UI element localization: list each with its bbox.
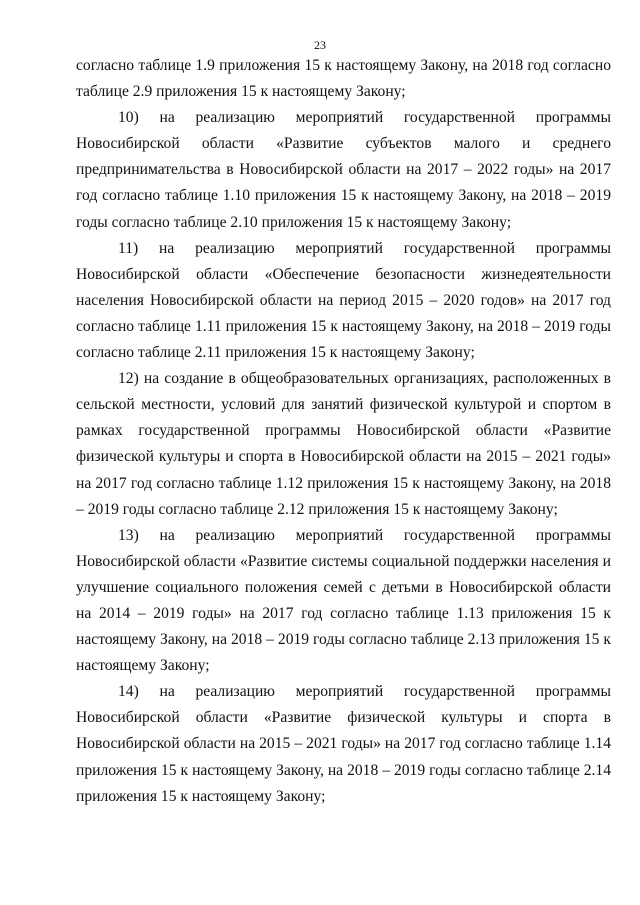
- paragraph-item-14: 14) на реализацию мероприятий государственной программы Новосибирской области «Развитие физической культуры и спорта в Новосибирской области на 2015 – 2021 годы» на 2017 год согласно таблице 1.14 приложения 15 к настоящему Закону, на 2018 – 2019 годы согласно таблице 2.14 приложения 15 к настоящему Закону;: [76, 683, 611, 805]
- paragraph-item-12: 12) на создание в общеобразовательных организациях, расположенных в сельской местности, условий для занятий физической культурой и спортом в рамках государственной программы Новосибирской области «Развитие физической культуры и спорта в Новосибирской области на 2015 – 2021 годы» на 2017 год согласно таблице 1.12 приложения 15 к настоящему Закону, на 2018 – 2019 годы согласно таблице 2.12 приложения 15 к настоящему Закону;: [76, 370, 611, 518]
- page-number: 23: [314, 38, 326, 52]
- paragraph-item-11: 11) на реализацию мероприятий государственной программы Новосибирской области «Обеспечение безопасности жизнедеятельности населения Новосибирской области на период 2015 – 2020 годов» на 2017 год согласно таблице 1.11 приложения 15 к настоящему Закону, на 2018 – 2019 годы согласно таблице 2.11 приложения 15 к настоящему Закону;: [76, 239, 611, 362]
- paragraph-item-10: 10) на реализацию мероприятий государственной программы Новосибирской области «Развитие субъектов малого и среднего предпринимательства в Новосибирской области на 2017 – 2022 годы» на 2017 год согласно таблице 1.10 приложения 15 к настоящему Закону, на 2018 – 2019 годы согласно таблице 2.10 приложения 15 к настоящему Закону;: [76, 109, 611, 231]
- paragraph-continuation: согласно таблице 1.9 приложения 15 к настоящему Закону, на 2018 год согласно таблице 2.9 приложения 15 к настоящему Закону;: [76, 57, 611, 101]
- document-body: [76, 53, 611, 810]
- paragraph-item-13: 13) на реализацию мероприятий государственной программы Новосибирской области «Развитие системы социальной поддержки населения и улучшение социального положения семей с детьми в Новосибирской области на 2014 – 2019 годы» на 2017 год согласно таблице 1.13 приложения 15 к настоящему Закону, на 2018 – 2019 годы согласно таблице 2.13 приложения 15 к настоящему Закону;: [76, 526, 611, 675]
